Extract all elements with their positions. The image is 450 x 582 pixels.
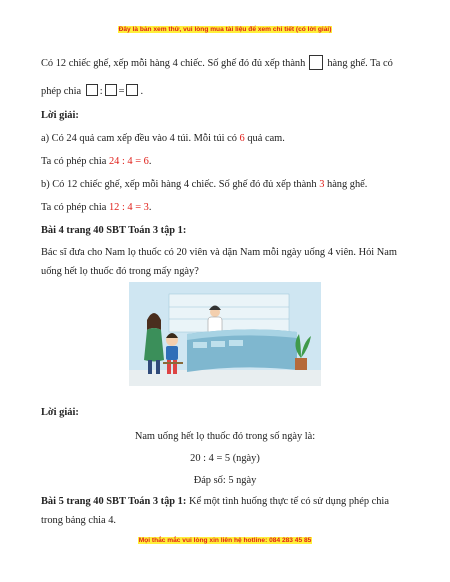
solution-b-division: Ta có phép chia 12 : 4 = 3. xyxy=(41,202,152,213)
intro-line-1: Có 12 chiếc ghế, xếp mỗi hàng 4 chiếc. Số ghế đó đủ xếp thành hàng ghế. Ta có xyxy=(41,55,393,70)
answer-box xyxy=(309,55,323,70)
hotline-banner: Mọi thắc mắc vui lòng xin liên hệ hotline: 084 283 45 85 xyxy=(138,537,312,544)
answer-box xyxy=(105,84,117,96)
solution-heading: Lời giải: xyxy=(41,110,79,121)
solution-a-division: Ta có phép chia 24 : 4 = 6. xyxy=(41,156,152,167)
exercise-5-text-1: Bài 5 trang 40 SBT Toán 3 tập 1: Kể một tình huống thực tế có sử dụng phép chia xyxy=(41,496,389,507)
solution-2-answer: Đáp số: 5 ngày xyxy=(193,475,257,486)
exercise-4-heading: Bài 4 trang 40 SBT Toán 3 tập 1: xyxy=(41,225,187,236)
answer-box xyxy=(86,84,98,96)
preview-banner: Đây là bản xem thử, vui lòng mua tài liệu để xem chi tiết (có lời giải) xyxy=(118,26,332,33)
solution-2-heading: Lời giải: xyxy=(41,407,79,418)
intro-line-2: phép chia : = . xyxy=(41,86,144,97)
exercise-5-text-2: trong bảng chia 4. xyxy=(41,515,117,526)
exercise-4-text-2: uống hết lọ thuốc đó trong mấy ngày? xyxy=(41,266,199,277)
pharmacy-illustration xyxy=(129,282,321,386)
solution-b: b) Có 12 chiếc ghế, xếp mỗi hàng 4 chiếc. Số ghế đó đủ xếp thành 3 hàng ghế. xyxy=(41,179,368,190)
solution-a: a) Có 24 quả cam xếp đều vào 4 túi. Mỗi túi có 6 quả cam. xyxy=(41,133,285,144)
exercise-4-text-1: Bác sĩ đưa cho Nam lọ thuốc có 20 viên và dặn Nam mỗi ngày uống 4 viên. Hỏi Nam xyxy=(41,247,397,258)
solution-2-line-2: 20 : 4 = 5 (ngày) xyxy=(190,453,260,464)
solution-2-line-1: Nam uống hết lọ thuốc đó trong số ngày là: xyxy=(134,431,316,442)
answer-box xyxy=(126,84,138,96)
